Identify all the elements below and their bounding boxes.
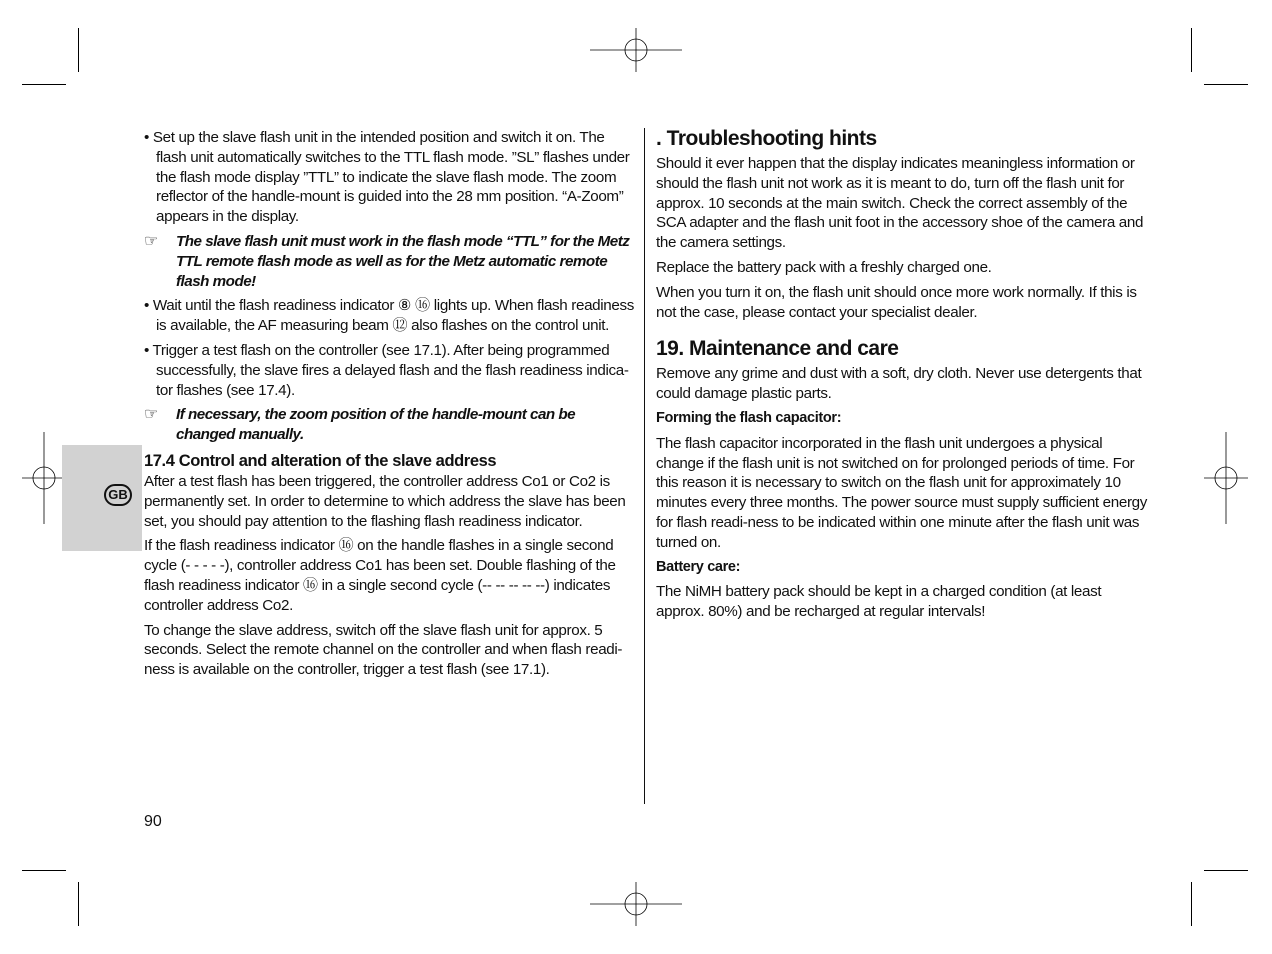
column-divider	[644, 128, 645, 804]
paragraph: The flash capacitor incorporated in the flash unit undergoes a physical change if the flash unit is not switched on for prolonged periods of time. For this reason it is necessary to switch on the flash unit for approximately 10 minutes every three months. The power source must supply sufficient energy for flash readi-ness to be indicated within one minute after the flash unit was turned on.	[656, 434, 1148, 551]
paragraph: If the flash readiness indicator ⑯ on the handle flashes in a single second cycle (- - - - -), controller address Co1 has been set. Double flashing of the flash readiness indicator ⑯ in a single second cycle (-- -- -- -- --) indicates controller address Co2.	[144, 537, 616, 614]
crop-mark	[78, 882, 79, 926]
section-title: . Troubleshooting hints	[656, 127, 877, 150]
list-item: • Set up the slave flash unit in the intended position and switch it on. The flash unit automatically switches to the TTL flash mode. ”SL” flashes under the flash mode display ”TTL” to indicate the slave flash mode. The zoom reflector of the handle-mount is guided into the 28 mm position. “A-Zoom” appears in the display.	[144, 129, 630, 226]
crop-mark	[78, 28, 79, 72]
crop-mark	[1191, 882, 1192, 926]
crop-mark	[1191, 28, 1192, 72]
paragraph: The NiMH battery pack should be kept in a charged condition (at least approx. 80%) and be recharged at regular intervals!	[656, 583, 1102, 621]
section-title: 19. Maintenance and care	[656, 337, 899, 361]
right-column	[656, 126, 1148, 627]
left-column	[144, 128, 634, 685]
registration-mark-left-icon	[22, 432, 66, 524]
paragraph: Remove any grime and dust with a soft, dry cloth. Never use detergents that could damage plastic parts.	[656, 365, 1142, 403]
crop-mark	[1204, 870, 1248, 871]
note	[144, 232, 634, 291]
page-number: 90	[144, 813, 162, 830]
paragraph: Should it ever happen that the display indicates meaningless information or should the flash unit not work as it is meant to do, turn off the flash unit for approx. 10 seconds at the main switch. Check the correct assembly of the SCA adapter and the flash unit foot in the accessory shoe of the camera and the camera settings.	[656, 155, 1144, 252]
paragraph: To change the slave address, switch off the slave flash unit for approx. 5 seconds. Select the remote channel on the controller and when flash readi-ness is available on the controller, trigger a test flash (see 17.1).	[144, 621, 623, 679]
pointing-hand-icon: ☞	[144, 232, 158, 250]
registration-mark-bottom-icon	[590, 882, 682, 926]
paragraph: Replace the battery pack with a freshly charged one.	[656, 258, 992, 276]
note-text: The slave flash unit must work in the flash mode “TTL” for the Metz TTL remote flash mode as well as for the Metz automatic remote flash mode!	[176, 232, 630, 290]
paragraph: When you turn it on, the flash unit should once more work normally. If this is not the case, please contact your specialist dealer.	[656, 283, 1137, 321]
list-item: • Wait until the flash readiness indicator ⑧ ⑯ lights up. When flash readiness is available, the AF measuring beam ⑫ also flashes on the control unit.	[144, 297, 634, 335]
crop-mark	[22, 870, 66, 871]
note-text: If necessary, the zoom position of the handle-mount can be changed manually.	[176, 406, 576, 444]
registration-mark-top-icon	[590, 28, 682, 72]
section-title: 17.4 Control and alteration of the slave address	[144, 451, 497, 470]
subheading: Battery care:	[656, 558, 741, 575]
language-label: GB	[108, 487, 128, 502]
crop-mark	[22, 84, 66, 85]
subheading: Forming the flash capacitor:	[656, 409, 842, 426]
pointing-hand-icon: ☞	[144, 406, 158, 424]
note	[144, 405, 634, 445]
list-item: • Trigger a test flash on the controller (see 17.1). After being programmed successfully, the slave fires a delayed flash and the flash readiness indica-tor flashes (see 17.4).	[144, 341, 629, 399]
paragraph: After a test flash has been triggered, the controller address Co1 or Co2 is permanently set. In order to determine to which address the slave has been set, you should pay attention to the flashing flash readiness indicator.	[144, 472, 626, 530]
crop-mark	[1204, 84, 1248, 85]
registration-mark-right-icon	[1204, 432, 1248, 524]
language-badge	[104, 484, 132, 506]
